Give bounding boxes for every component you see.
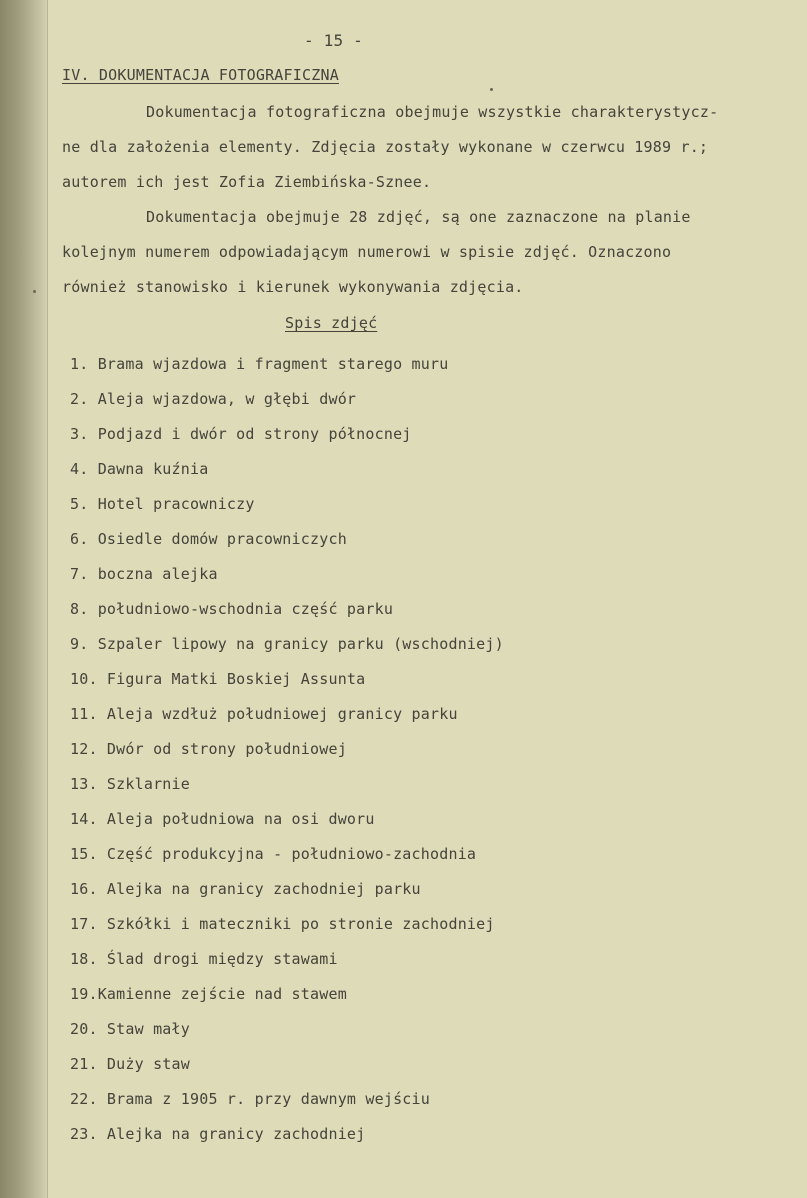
photo-list-item: 13. Szklarnie <box>70 775 190 793</box>
photo-list-item: 3. Podjazd i dwór od strony północnej <box>70 425 412 443</box>
photo-list-item: 1. Brama wjazdowa i fragment starego muru <box>70 355 449 373</box>
photo-list-item: 5. Hotel pracowniczy <box>70 495 255 513</box>
photo-list-item: 20. Staw mały <box>70 1020 190 1038</box>
photo-list-item: 17. Szkółki i mateczniki po stronie zachodniej <box>70 915 495 933</box>
paragraph2-line-2: kolejnym numerem odpowiadającym numerowi w spisie zdjęć. Oznaczono <box>62 243 672 261</box>
photo-list-item: 2. Aleja wjazdowa, w głębi dwór <box>70 390 357 408</box>
section-heading: IV. DOKUMENTACJA FOTOGRAFICZNA <box>62 66 339 84</box>
photo-list-item: 9. Szpaler lipowy na granicy parku (wschodniej) <box>70 635 504 653</box>
photo-list-item: 14. Aleja południowa na osi dworu <box>70 810 375 828</box>
margin-speck <box>33 290 36 293</box>
paragraph2-line-1: Dokumentacja obejmuje 28 zdjęć, są one zaznaczone na planie <box>146 208 691 226</box>
photo-list-item: 16. Alejka na granicy zachodniej parku <box>70 880 421 898</box>
photo-list-item: 18. Ślad drogi między stawami <box>70 950 338 968</box>
paragraph2-line-3: również stanowisko i kierunek wykonywania zdjęcia. <box>62 278 524 296</box>
paragraph1-line-3: autorem ich jest Zofia Ziembińska-Sznee. <box>62 173 432 191</box>
photo-list-item: 4. Dawna kuźnia <box>70 460 209 478</box>
paragraph1-line-2: ne dla założenia elementy. Zdjęcia zostały wykonane w czerwcu 1989 r.; <box>62 138 709 156</box>
paragraph1-line-1: Dokumentacja fotograficzna obejmuje wszystkie charakterystycz- <box>146 103 719 121</box>
photo-list-item: 12. Dwór od strony południowej <box>70 740 347 758</box>
photo-list-item: 22. Brama z 1905 r. przy dawnym wejściu <box>70 1090 430 1108</box>
list-title: Spis zdjęć <box>285 314 378 332</box>
photo-list-item: 11. Aleja wzdłuż południowej granicy parku <box>70 705 458 723</box>
photo-list-item: 21. Duży staw <box>70 1055 190 1073</box>
page-number: - 15 - <box>304 31 363 50</box>
photo-list-item: 23. Alejka na granicy zachodniej <box>70 1125 366 1143</box>
paper-speck <box>490 88 493 91</box>
photo-list-item: 15. Część produkcyjna - południowo-zachodnia <box>70 845 477 863</box>
photo-list-item: 7. boczna alejka <box>70 565 218 583</box>
photo-list-item: 8. południowo-wschodnia część parku <box>70 600 394 618</box>
photo-list-item: 6. Osiedle domów pracowniczych <box>70 530 347 548</box>
photo-list-item: 10. Figura Matki Boskiej Assunta <box>70 670 366 688</box>
photo-list-item: 19.Kamienne zejście nad stawem <box>70 985 347 1003</box>
binding-margin <box>0 0 48 1198</box>
